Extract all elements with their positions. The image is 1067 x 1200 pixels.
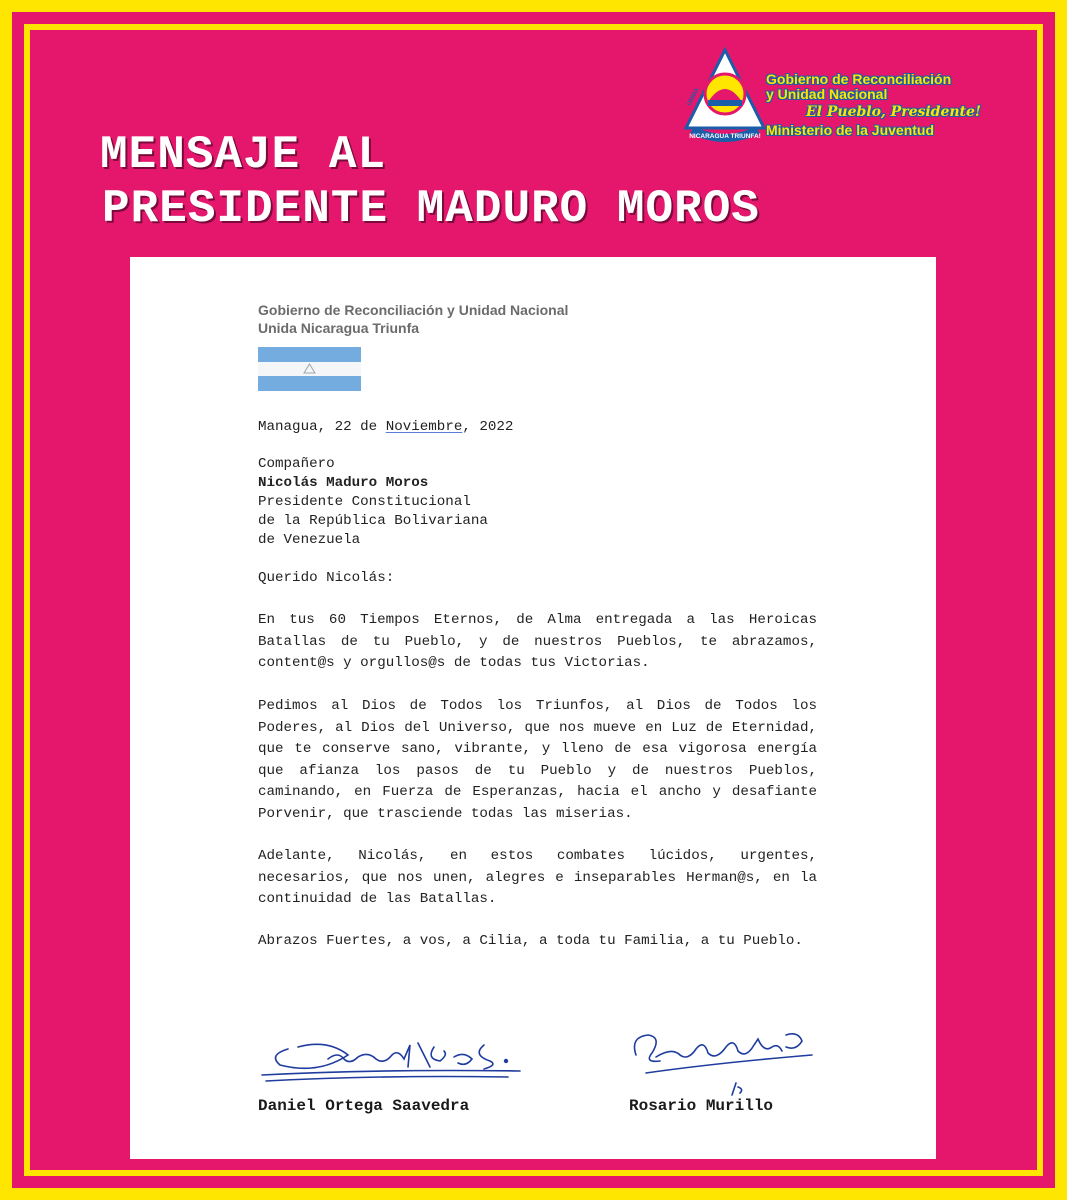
signer-rosario-murillo: Rosario Murillo <box>629 1097 774 1115</box>
headline-line-2: PRESIDENTE MADURO MOROS <box>102 183 760 235</box>
nicaragua-flag-icon <box>258 347 361 391</box>
date-prefix: Managua, 22 de <box>258 419 386 435</box>
addressee-name: Nicolás Maduro Moros <box>258 475 429 491</box>
letter-paragraph-2: Pedimos al Dios de Todos los Triunfos, al Dios de Todos los Poderes, al Dios del Universo, que nos mueve en Luz de Eternidad, que te conserve sano, vibrante, y lleno de esa vigorosa energía que afianza los pasos de tu Pueblo y de nuestros Pueblos, caminando, en Fuerza de Esperanzas, hacia el ancho y desafiante Porvenir, que trasciende todas las miserias. <box>258 698 817 822</box>
date-suffix: , 2022 <box>462 419 514 435</box>
headline-line-1: MENSAJE AL <box>100 129 387 181</box>
date-month: Noviembre <box>385 419 463 435</box>
letter-paragraph-1: En tus 60 Tiempos Eternos, de Alma entregada a las Heroicas Batallas de tu Pueblo, y de nuestros Pueblos, te abrazamos, content@s y orgullos@s de todas tus Victorias. <box>258 612 817 672</box>
letter-paragraph-3: Adelante, Nicolás, en estos combates lúcidos, urgentes, necesarios, que nos unen, alegres e inseparables Herman@s, en la continuidad de las Batallas. <box>258 848 817 908</box>
logo-line-1: Gobierno de Reconciliación <box>766 71 952 87</box>
government-logo <box>680 46 1020 156</box>
addressee-line-3: Presidente Constitucional <box>258 494 471 510</box>
signer-daniel-ortega: Daniel Ortega Saavedra <box>258 1097 470 1115</box>
addressee-line-4: de la República Bolivariana <box>258 513 488 529</box>
signature-rosario-murillo <box>626 1017 826 1099</box>
letter-addressee <box>258 455 488 550</box>
addressee-line-1: Compañero <box>258 456 335 472</box>
letterhead-line-1: Gobierno de Reconciliación y Unidad Nacional <box>258 302 569 318</box>
letter-page <box>130 257 936 1159</box>
signature-daniel-ortega <box>258 1025 528 1087</box>
addressee-line-5: de Venezuela <box>258 532 361 548</box>
logo-slogan: El Pueblo, Presidente! <box>806 104 982 120</box>
letter-salutation: Querido Nicolás: <box>258 570 395 586</box>
letter-date <box>258 417 513 437</box>
logo-text <box>766 72 981 138</box>
logo-line-2: y Unidad Nacional <box>766 86 888 102</box>
letterhead-line-2: Unida Nicaragua Triunfa <box>258 320 420 336</box>
headline <box>100 128 760 236</box>
logo-line-3: Ministerio de la Juventud <box>766 122 935 138</box>
emblem-text-left: UNIDA <box>686 87 701 107</box>
letter-letterhead <box>258 301 568 337</box>
emblem-icon <box>680 46 770 142</box>
emblem-text-bottom: NICARAGUA TRIUNFA! <box>689 133 761 140</box>
letter-paragraph-4: Abrazos Fuertes, a vos, a Cilia, a toda tu Familia, a tu Pueblo. <box>258 933 803 949</box>
